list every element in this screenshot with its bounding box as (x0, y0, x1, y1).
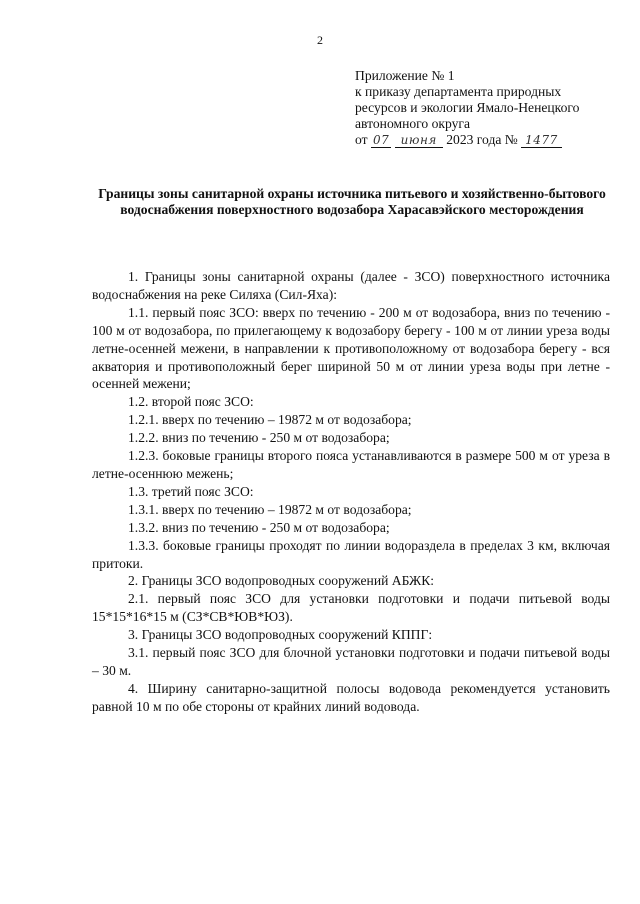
from-label: от (355, 132, 368, 147)
paragraph: 4. Ширину санитарно-защитной полосы водовода рекомендуется установить равной 10 м по обе стороны от крайних линий водовода. (92, 680, 610, 714)
paragraph: 2.1. первый пояс ЗСО для установки подготовки и подачи питьевой воды 15*15*16*15 м (СЗ*СВ*ЮВ*ЮЗ). (92, 591, 610, 625)
paragraph: 1.2. второй пояс ЗСО: (128, 394, 254, 410)
paragraph: 1.3.3. боковые границы проходят по линии водораздела в пределах 3 км, включая притоки. (92, 537, 610, 571)
appendix-line: к приказу департамента природных (355, 84, 562, 99)
paragraph: 1.2.1. вверх по течению – 19872 м от водозабора; (128, 412, 412, 428)
paragraph: 2. Границы ЗСО водопроводных сооружений АБЖК: (128, 573, 435, 589)
document-body (92, 268, 610, 716)
page-number: 2 (317, 33, 323, 47)
date-month-handwritten: июня (395, 133, 443, 148)
paragraph: 1.3.2. вниз по течению - 250 м от водозабора; (128, 519, 390, 535)
order-number-handwritten: 1477 (521, 133, 562, 148)
year-text: 2023 года № (446, 132, 518, 147)
appendix-line: ресурсов и экологии Ямало-Ненецкого (355, 100, 580, 115)
paragraph: 1.2.3. боковые границы второго пояса устанавливаются в размере 500 м от уреза в летне-осеннюю межень; (92, 448, 610, 481)
document-title: Границы зоны санитарной охраны источника питьевого и хозяйственно-бытового водоснабжения поверхностного водозабора Харасавэйского месторождения (98, 186, 606, 217)
paragraph: 3. Границы ЗСО водопроводных сооружений КППГ: (128, 627, 433, 643)
paragraph: 1.3. третий пояс ЗСО: (128, 483, 254, 499)
paragraph: 1.3.1. вверх по течению – 19872 м от водозабора; (128, 501, 412, 517)
date-day-handwritten: 07 (372, 133, 390, 147)
appendix-date-line (355, 132, 625, 148)
paragraph: 3.1. первый пояс ЗСО для блочной установки подготовки и подачи питьевой воды – 30 м. (92, 645, 610, 678)
paragraph: 1. Границы зоны санитарной охраны (далее - ЗСО) поверхностного источника водоснабжения на реке Силяха (Сил-Яха): (92, 269, 610, 302)
appendix-header (355, 68, 625, 148)
appendix-line: Приложение № 1 (355, 68, 455, 83)
paragraph: 1.1. первый пояс ЗСО: вверх по течению - 200 м от водозабора, вниз по течению - 100 м от водозабора, по прилегающему к водозабору берегу - 100 м от линии уреза воды летне-осенней межени, в направлении к противоположному от водозабора берегу - вся акватория и противоположный берег шириной 50 м от линии уреза воды при летне - осенней межени; (92, 304, 610, 392)
appendix-line: автономного округа (355, 116, 471, 131)
paragraph: 1.2.2. вниз по течению - 250 м от водозабора; (128, 430, 390, 446)
